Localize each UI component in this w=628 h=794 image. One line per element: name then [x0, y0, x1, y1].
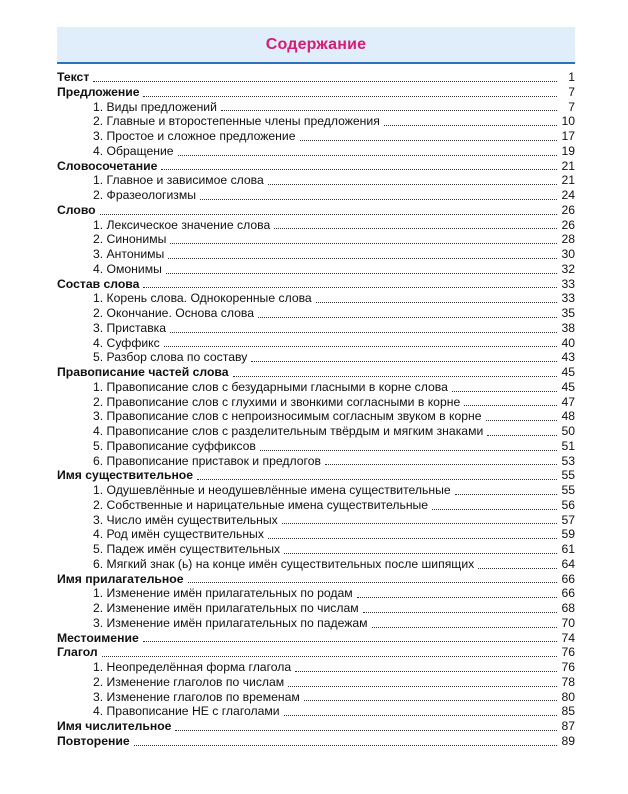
toc-entry-title: 2. Синонимы: [93, 232, 167, 247]
toc-page-number: 85: [561, 704, 575, 719]
toc-page-number: 38: [561, 320, 575, 335]
dot-leader: [295, 671, 557, 672]
toc-entry-title: 5. Падеж имён существительных: [93, 542, 281, 556]
page-title: Содержание: [265, 35, 367, 53]
toc-section[interactable]: [57, 645, 575, 660]
toc-page-number: 76: [561, 660, 575, 674]
toc-page-number: 40: [561, 335, 575, 350]
toc-page-number: 78: [561, 674, 575, 689]
toc-page-number: 56: [561, 497, 575, 512]
toc-page-number: 76: [561, 645, 575, 660]
toc-page-number: 45: [561, 365, 575, 379]
toc-item[interactable]: [57, 188, 575, 203]
dot-leader: [464, 405, 557, 406]
toc-page-number: 10: [561, 114, 575, 129]
toc-item[interactable]: [57, 100, 575, 115]
toc-page-number: 55: [561, 483, 575, 497]
toc-entry-title: 5. Правописание суффиксов: [93, 438, 256, 453]
toc-page-number: 35: [561, 306, 575, 320]
dot-leader: [268, 538, 557, 539]
toc-item[interactable]: [57, 660, 575, 675]
toc-entry-title: Предложение: [57, 84, 140, 99]
toc-page-number: 43: [561, 350, 575, 365]
toc-entry-title: 6. Правописание приставок и предлогов: [93, 453, 321, 468]
dot-leader: [288, 686, 557, 687]
toc-page-number: 68: [561, 601, 575, 615]
dot-leader: [452, 391, 557, 392]
toc-page-number: 33: [561, 276, 575, 291]
dot-leader: [221, 110, 557, 111]
toc-page-number: 32: [561, 261, 575, 276]
toc-entry-title: 4. Правописание НЕ с глаголами: [93, 704, 280, 719]
toc-entry-title: Местоимение: [57, 630, 139, 645]
toc-entry-title: 3. Изменение глаголов по временам: [93, 689, 300, 704]
dot-leader: [274, 228, 557, 229]
toc-entry-title: 1. Главное и зависимое слова: [93, 173, 264, 188]
toc-entry-title: 4. Омонимы: [93, 261, 162, 276]
toc-entry-title: 4. Обращение: [93, 143, 174, 158]
toc-item[interactable]: [57, 454, 575, 469]
dot-leader: [268, 184, 557, 185]
dot-leader: [357, 597, 557, 598]
toc-item[interactable]: [57, 498, 575, 513]
dot-leader: [455, 494, 557, 495]
toc-page-number: 66: [561, 571, 575, 586]
toc-entry-title: Текст: [57, 70, 90, 84]
dot-leader: [251, 361, 557, 362]
toc-item[interactable]: [57, 336, 575, 351]
toc-item[interactable]: [57, 291, 575, 306]
toc-entry-title: 6. Мягкий знак (ь) на конце имён существительных после шипящих: [93, 556, 475, 571]
toc-page-number: 28: [561, 232, 575, 247]
dot-leader: [175, 730, 557, 731]
dot-leader: [164, 346, 557, 347]
dot-leader: [300, 140, 558, 141]
toc-page-number: 7: [568, 84, 575, 99]
dot-leader: [143, 96, 557, 97]
toc-page-number: 21: [561, 173, 575, 188]
dot-leader: [304, 700, 557, 701]
toc-entry-title: Словосочетание: [57, 158, 158, 173]
toc-page-number: 89: [561, 733, 575, 748]
toc-entry-title: 4. Суффикс: [93, 335, 160, 350]
toc-item[interactable]: [57, 439, 575, 454]
toc-section[interactable]: [57, 631, 575, 646]
toc-page-number: 53: [561, 453, 575, 468]
dot-leader: [284, 715, 557, 716]
toc-item[interactable]: [57, 129, 575, 144]
dot-leader: [432, 509, 557, 510]
dot-leader: [478, 568, 557, 569]
toc-page-number: 57: [561, 512, 575, 527]
toc-item[interactable]: [57, 247, 575, 262]
toc-entry-title: 1. Одушевлённые и неодушевлённые имена существительные: [93, 483, 451, 497]
toc-entry-title: 3. Изменение имён прилагательных по падежам: [93, 615, 368, 630]
toc-entry-title: 1. Лексическое значение слова: [93, 217, 271, 232]
toc-page-number: 74: [561, 630, 575, 645]
toc-item[interactable]: [57, 114, 575, 129]
toc-page-number: 48: [561, 409, 575, 424]
toc-entry-title: 1. Корень слова. Однокоренные слова: [93, 291, 312, 306]
dot-leader: [170, 332, 557, 333]
dot-leader: [487, 435, 557, 436]
toc-item[interactable]: [57, 690, 575, 705]
toc-page-number: 24: [561, 188, 575, 202]
toc-entry-title: 1. Виды предложений: [93, 99, 217, 114]
toc-page-number: 70: [561, 615, 575, 630]
toc-item[interactable]: [57, 262, 575, 277]
toc-item[interactable]: [57, 232, 575, 247]
dot-leader: [284, 553, 557, 554]
toc-item[interactable]: [57, 601, 575, 616]
toc-page-number: 17: [561, 129, 575, 143]
toc-page-number: 19: [561, 143, 575, 158]
toc-item[interactable]: [57, 704, 575, 719]
dot-leader: [363, 612, 557, 613]
dot-leader: [143, 641, 557, 642]
dot-leader: [188, 582, 557, 583]
dot-leader: [100, 214, 557, 215]
toc-page-number: 26: [561, 202, 575, 217]
dot-leader: [161, 169, 557, 170]
toc-entry-title: 3. Число имён существительных: [93, 512, 278, 527]
toc-entry-title: 2. Окончание. Основа слова: [93, 306, 255, 320]
dot-leader: [168, 258, 557, 259]
toc-page-number: 80: [561, 689, 575, 704]
toc-entry-title: 2. Фразеологизмы: [93, 188, 196, 202]
toc-item[interactable]: [57, 409, 575, 424]
toc-section[interactable]: [57, 468, 575, 483]
dot-leader: [486, 420, 557, 421]
dot-leader: [282, 523, 557, 524]
toc-page-number: 1: [568, 70, 575, 84]
dot-leader: [170, 243, 557, 244]
toc-page-number: 55: [561, 468, 575, 483]
toc-page-number: 59: [561, 527, 575, 542]
toc-entry-title: Правописание частей слова: [57, 365, 229, 379]
toc-item[interactable]: [57, 395, 575, 410]
toc-item[interactable]: [57, 144, 575, 159]
dot-leader: [134, 745, 557, 746]
table-of-contents: [57, 70, 575, 749]
dot-leader: [143, 287, 557, 288]
toc-page-number: 66: [561, 586, 575, 601]
toc-item[interactable]: [57, 483, 575, 498]
toc-item[interactable]: [57, 527, 575, 542]
toc-item[interactable]: [57, 616, 575, 631]
dot-leader: [372, 627, 557, 628]
toc-item[interactable]: [57, 557, 575, 572]
dot-leader: [93, 81, 557, 82]
toc-entry-title: Имя прилагательное: [57, 571, 184, 586]
toc-entry-title: 5. Разбор слова по составу: [93, 350, 248, 365]
contents-header: [57, 27, 575, 64]
toc-entry-title: 3. Антонимы: [93, 247, 165, 261]
dot-leader: [258, 317, 557, 318]
toc-entry-title: 1. Правописание слов с безударными гласными в корне слова: [93, 379, 448, 394]
toc-page-number: 7: [568, 99, 575, 114]
toc-item[interactable]: [57, 586, 575, 601]
dot-leader: [200, 199, 557, 200]
toc-item[interactable]: [57, 218, 575, 233]
dot-leader: [260, 450, 557, 451]
toc-section[interactable]: [57, 365, 575, 380]
toc-item[interactable]: [57, 306, 575, 321]
toc-item[interactable]: [57, 513, 575, 528]
toc-entry-title: Имя существительное: [57, 468, 194, 483]
toc-section[interactable]: [57, 572, 575, 587]
toc-section[interactable]: [57, 734, 575, 749]
toc-section[interactable]: [57, 85, 575, 100]
toc-page-number: 61: [561, 542, 575, 556]
toc-item[interactable]: [57, 321, 575, 336]
toc-entry-title: 3. Приставка: [93, 320, 167, 335]
toc-entry-title: Состав слова: [57, 276, 140, 291]
dot-leader: [384, 125, 557, 126]
dot-leader: [102, 656, 557, 657]
toc-page-number: 87: [561, 719, 575, 733]
toc-entry-title: 4. Правописание слов с разделительным твёрдым и мягким знаками: [93, 424, 484, 438]
toc-entry-title: 3. Простое и сложное предложение: [93, 129, 296, 143]
toc-entry-title: 1. Неопределённая форма глагола: [93, 660, 292, 674]
dot-leader: [197, 479, 557, 480]
toc-item[interactable]: [57, 173, 575, 188]
dot-leader: [233, 376, 557, 377]
toc-item[interactable]: [57, 424, 575, 439]
toc-page-number: 45: [561, 379, 575, 394]
toc-page-number: 33: [561, 291, 575, 306]
dot-leader: [316, 302, 557, 303]
dot-leader: [166, 273, 557, 274]
toc-entry-title: Глагол: [57, 645, 98, 660]
toc-entry-title: 2. Изменение глаголов по числам: [93, 674, 285, 689]
toc-entry-title: 2. Собственные и нарицательные имена существительные: [93, 497, 429, 512]
toc-entry-title: 2. Изменение имён прилагательных по числам: [93, 601, 359, 615]
toc-item[interactable]: [57, 380, 575, 395]
toc-item[interactable]: [57, 350, 575, 365]
toc-page-number: 51: [561, 438, 575, 453]
toc-page-number: 21: [561, 158, 575, 173]
toc-page-number: 47: [561, 394, 575, 409]
toc-entry-title: 3. Правописание слов с непроизносимым согласным звуком в корне: [93, 409, 482, 424]
toc-entry-title: Повторение: [57, 733, 130, 748]
toc-entry-title: 2. Правописание слов с глухими и звонкими согласными в корне: [93, 394, 461, 409]
toc-section[interactable]: [57, 277, 575, 292]
dot-leader: [325, 464, 557, 465]
toc-item[interactable]: [57, 675, 575, 690]
dot-leader: [178, 155, 557, 156]
toc-section[interactable]: [57, 203, 575, 218]
toc-entry-title: Слово: [57, 202, 96, 217]
toc-section[interactable]: [57, 159, 575, 174]
toc-section[interactable]: [57, 719, 575, 734]
toc-entry-title: 4. Род имён существительных: [93, 527, 264, 542]
toc-page-number: 26: [561, 217, 575, 232]
toc-entry-title: 1. Изменение имён прилагательных по родам: [93, 586, 353, 601]
toc-entry-title: Имя числительное: [57, 719, 172, 733]
toc-page-number: 50: [561, 424, 575, 438]
toc-item[interactable]: [57, 542, 575, 557]
toc-section[interactable]: [57, 70, 575, 85]
toc-page-number: 30: [561, 247, 575, 261]
toc-entry-title: 2. Главные и второстепенные члены предложения: [93, 114, 380, 129]
toc-page-number: 64: [561, 556, 575, 571]
